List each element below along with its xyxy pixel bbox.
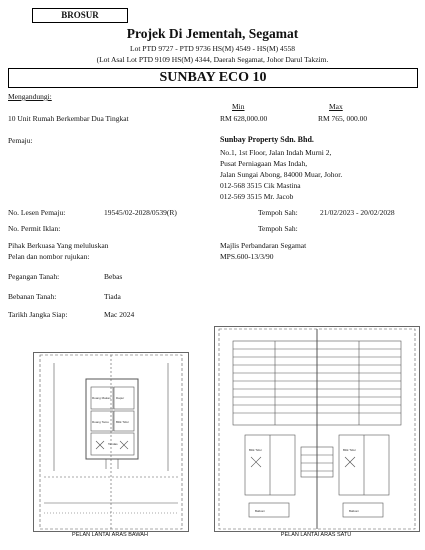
developer-contact-2: 012-569 3515 Mr. Jacob [220,192,294,201]
developer-label: Pemaju: [8,136,33,145]
lot-line-1: Lot PTD 9727 - PTD 9736 HS(M) 4549 - HS(M) 4558 [130,44,295,53]
permit-label: No. Permit Iklan: [8,224,61,233]
plan-room-label: Dapur [116,396,125,400]
brochure-badge: BROSUR [32,8,128,23]
plan-room-label: Ruang Tamu [92,420,109,424]
first-floor-caption: PELAN LANTAI ARAS SATU [280,532,352,538]
completion-label: Tarikh Jangka Siap: [8,310,68,319]
approval-label-2: Pelan dan nombor rujukan: [8,252,90,261]
ground-floor-drawing [34,353,188,531]
approval-reference: MPS.600-13/3/90 [220,252,274,261]
tenure-value: Bebas [104,272,123,281]
encumbrance-label: Bebanan Tanah: [8,292,57,301]
approval-authority: Majlis Perbandaran Segamat [220,241,307,250]
completion-value: Mac 2024 [104,310,135,319]
first-floor-drawing [215,327,419,531]
developer-address-1: No.1, 1st Floor, Jalan Indah Murni 2, [220,148,332,157]
price-min: RM 628,000.00 [220,114,268,123]
developer-address-3: Jalan Sungai Abong, 84000 Muar, Johor. [220,170,343,179]
plan-room-label: Bilik Tidur [116,420,130,424]
developer-contact-1: 012-568 3515 Cik Mastina [220,181,301,190]
license-validity-value: 21/02/2023 - 20/02/2028 [320,208,395,217]
permit-validity-label: Tempoh Sah: [258,224,298,233]
encumbrance-value: Tiada [104,292,121,301]
plan-room-label: Bilik Tidur [343,448,357,452]
unit-description: 10 Unit Rumah Berkembar Dua Tingkat [8,114,129,123]
product-name: SUNBAY ECO 10 [8,68,418,88]
price-max: RM 765, 000.00 [318,114,368,123]
ground-floor-caption: PELAN LANTAI ARAS BAWAH [72,532,148,538]
col-max-label: Max [329,102,343,111]
plan-room-label: Balkoni [349,509,359,513]
license-value: 19545/02-2028/0539(R) [104,208,177,217]
plan-room-label: Ruang Makan [92,396,111,400]
plan-room-label: Tandas [108,442,118,446]
first-floor-plan [214,326,420,532]
plan-room-label: Bilik Tidur [249,448,263,452]
developer-name: Sunbay Property Sdn. Bhd. [220,135,314,144]
ground-floor-plan [33,352,189,532]
page-title: Projek Di Jementah, Segamat [126,26,299,41]
license-validity-label: Tempoh Sah: [258,208,298,217]
plan-room-label: Balkoni [255,509,265,513]
contents-heading: Mengandungi: [8,92,52,101]
tenure-label: Pegangan Tanah: [8,272,60,281]
license-label: No. Lesen Pemaju: [8,208,66,217]
developer-address-2: Pusat Perniagaan Mas Indah, [220,159,308,168]
approval-label-1: Pihak Berkuasa Yang meluluskan [8,241,109,250]
col-min-label: Min [232,102,245,111]
lot-line-2: (Lot Asal Lot PTD 9109 HS(M) 4344, Daerah Segamat, Johor Darul Takzim. [96,55,329,64]
